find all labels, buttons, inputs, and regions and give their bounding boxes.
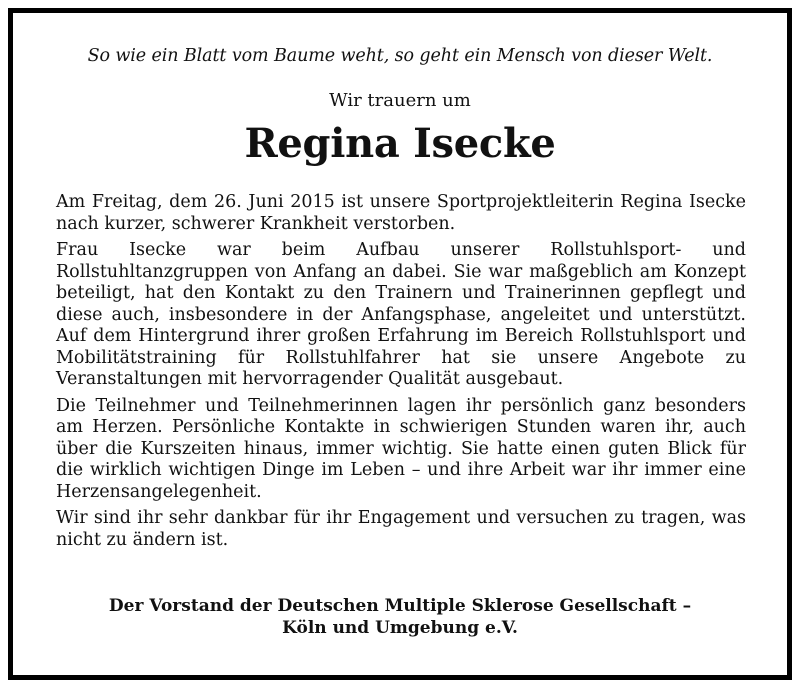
signature (13, 595, 787, 639)
paragraph-participants: Die Teilnehmer und Teilnehmerinnen lagen ihr persönlich ganz besonders am Herzen. Persönliche Kontakte in schwierigen Stunden waren ihr, auch über die Kurszeiten hinaus, immer wichtig. Sie hatte einen guten Blick für die wirklich wichtigen Dinge im Leben – und ihre Arbeit war ihr immer eine Herzensangelegenheit. (56, 395, 746, 502)
signature-line-1: Der Vorstand der Deutschen Multiple Sklerose Gesellschaft – (108, 596, 692, 616)
deceased-name: Regina Isecke (244, 120, 556, 167)
memorial-quote: So wie ein Blatt vom Baume weht, so geht ein Mensch von dieser Welt. (87, 46, 713, 66)
mourning-intro: Wir trauern um (329, 90, 471, 111)
signature-line-2: Köln und Umgebung e.V. (282, 618, 518, 638)
paragraph-gratitude: Wir sind ihr sehr dankbar für ihr Engagement und versuchen zu tragen, was nicht zu ändern ist. (56, 508, 746, 550)
obituary-text (56, 192, 746, 556)
paragraph-work: Frau Isecke war beim Aufbau unserer Rollstuhlsport- und Rollstuhltanzgruppen von Anfang an dabei. Sie war maßgeblich am Konzept beteiligt, hat den Kontakt zu den Trainern und Trainerinnen gepflegt und diese auch, insbesondere in der Anfangsphase, angeleitet und unterstützt. Auf dem Hintergrund ihrer großen Erfahrung im Bereich Rollstuhlsport und Mobilitätstraining für Rollstuhlfahrer hat sie unsere Angebote zu Veranstaltungen mit hervorragender Qualität ausgebaut. (56, 240, 746, 389)
paragraph-announcement: Am Freitag, dem 26. Juni 2015 ist unsere Sportprojektleiterin Regina Isecke nach kurzer, schwerer Krankheit verstorben. (56, 192, 746, 234)
